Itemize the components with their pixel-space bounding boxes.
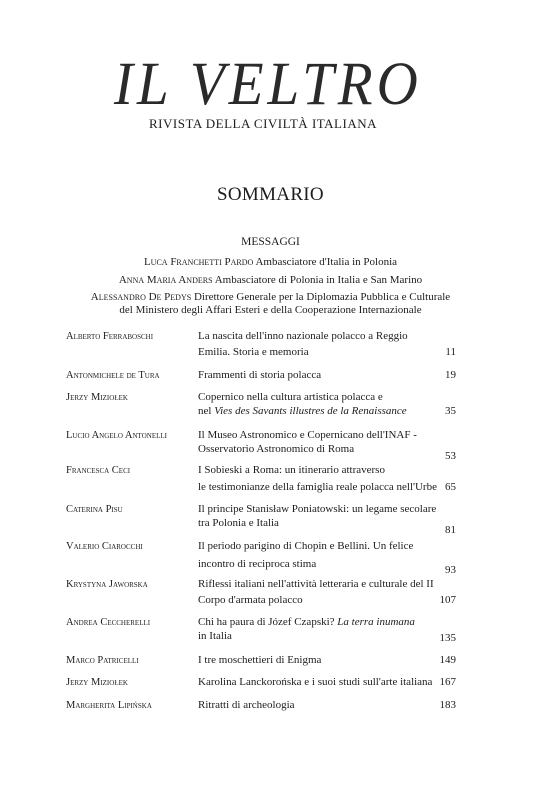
toc-title-line: Il periodo parigino di Chopin e Bellini. Un felice	[198, 540, 414, 552]
toc-title-line: I tre moschettieri di Enigma	[198, 654, 322, 666]
toc-page-number: 167	[439, 676, 456, 688]
contents-heading: SOMMARIO	[217, 184, 324, 205]
message-entry	[0, 274, 541, 287]
toc-author: Antonmichele de Tura	[66, 370, 160, 381]
message-role: Ambasciatore di Polonia in Italia e San Marino	[214, 274, 423, 286]
toc-page-number: 107	[439, 594, 456, 606]
toc-author: Margherita Lipińska	[66, 700, 152, 711]
toc-author: Lucio Angelo Antonelli	[66, 430, 167, 441]
toc-title-italic: La terra inumana	[337, 616, 415, 628]
toc-title-line: Corpo d'armata polacco	[198, 594, 303, 606]
toc-author: Caterina Pisu	[66, 504, 123, 515]
toc-page-number: 65	[445, 481, 456, 493]
message-role-continued: del Ministero degli Affari Esteri e della Cooperazione Internazionale	[119, 304, 422, 316]
toc-author: Jerzy Miziołek	[66, 392, 128, 403]
message-entry	[0, 256, 541, 269]
toc-title-line: La nascita dell'inno nazionale polacco a Reggio	[198, 330, 408, 342]
journal-logo: IL VELTRO	[114, 49, 422, 118]
toc-author: Valerio Ciarocchi	[66, 541, 143, 552]
toc-title-line: tra Polonia e Italia	[198, 517, 279, 529]
toc-title-line: le testimonianze della famiglia reale polacca nell'Urbe	[198, 481, 437, 493]
toc-title-line: nel Vies des Savants illustres de la Renaissance	[198, 405, 407, 417]
toc-title-line: Osservatorio Astronomico di Roma	[198, 443, 355, 455]
message-role: Direttore Generale per la Diplomazia Pubblica e Culturale	[193, 291, 451, 303]
toc-author: Marco Patricelli	[66, 655, 139, 666]
toc-author: Andrea Ceccherelli	[66, 617, 151, 628]
toc-title-line: Emilia. Storia e memoria	[198, 346, 309, 358]
toc-author: Krystyna Jaworska	[66, 579, 148, 590]
toc-title-italic: Vies des Savants illustres de la Renaissance	[214, 405, 407, 417]
toc-author: Francesca Ceci	[66, 465, 131, 476]
journal-subtitle: RIVISTA DELLA CIVILTÀ ITALIANA	[149, 116, 377, 131]
toc-author: Jerzy Miziołek	[66, 677, 128, 688]
toc-title-line: incontro di reciproca stima	[198, 558, 317, 570]
toc-title-line: Copernico nella cultura artistica polacca e	[198, 391, 383, 403]
toc-title-line: Karolina Lanckorońska e i suoi studi sull'arte italiana	[198, 676, 433, 688]
toc-title-line: Frammenti di storia polacca	[198, 369, 322, 381]
toc-page-number: 81	[445, 524, 456, 536]
message-author: Alessandro De Pedys	[90, 291, 192, 303]
toc-page-number: 149	[439, 654, 456, 666]
toc-page-number: 183	[439, 699, 456, 711]
toc-page-number: 19	[445, 369, 456, 381]
toc-page-number: 11	[445, 346, 456, 358]
toc-page-number: 135	[439, 632, 456, 644]
toc-title-line: Riflessi italiani nell'attività letteraria e culturale del II	[198, 578, 434, 590]
toc-page-number: 93	[445, 564, 456, 576]
toc-title-line: Chi ha paura di Józef Czapski? La terra inumana	[198, 616, 415, 628]
messages-heading: MESSAGGI	[241, 236, 300, 248]
message-role: Ambasciatore d'Italia in Polonia	[255, 256, 398, 268]
message-author: Anna Maria Anders	[118, 274, 213, 286]
toc-title-line: Ritratti di archeologia	[198, 699, 295, 711]
toc-title-line: Il principe Stanisław Poniatowski: un legame secolare	[198, 503, 437, 515]
toc-title-line: I Sobieski a Roma: un itinerario attraverso	[198, 464, 385, 476]
toc-author: Alberto Ferraboschi	[66, 331, 154, 342]
toc-title-line: in Italia	[198, 630, 232, 642]
toc-page-number: 35	[445, 405, 456, 417]
message-author: Luca Franchetti Pardo	[143, 256, 254, 268]
toc-page-number: 53	[445, 450, 456, 462]
message-entry	[0, 291, 541, 304]
toc-title-line: Il Museo Astronomico e Copernicano dell'INAF -	[198, 429, 417, 441]
